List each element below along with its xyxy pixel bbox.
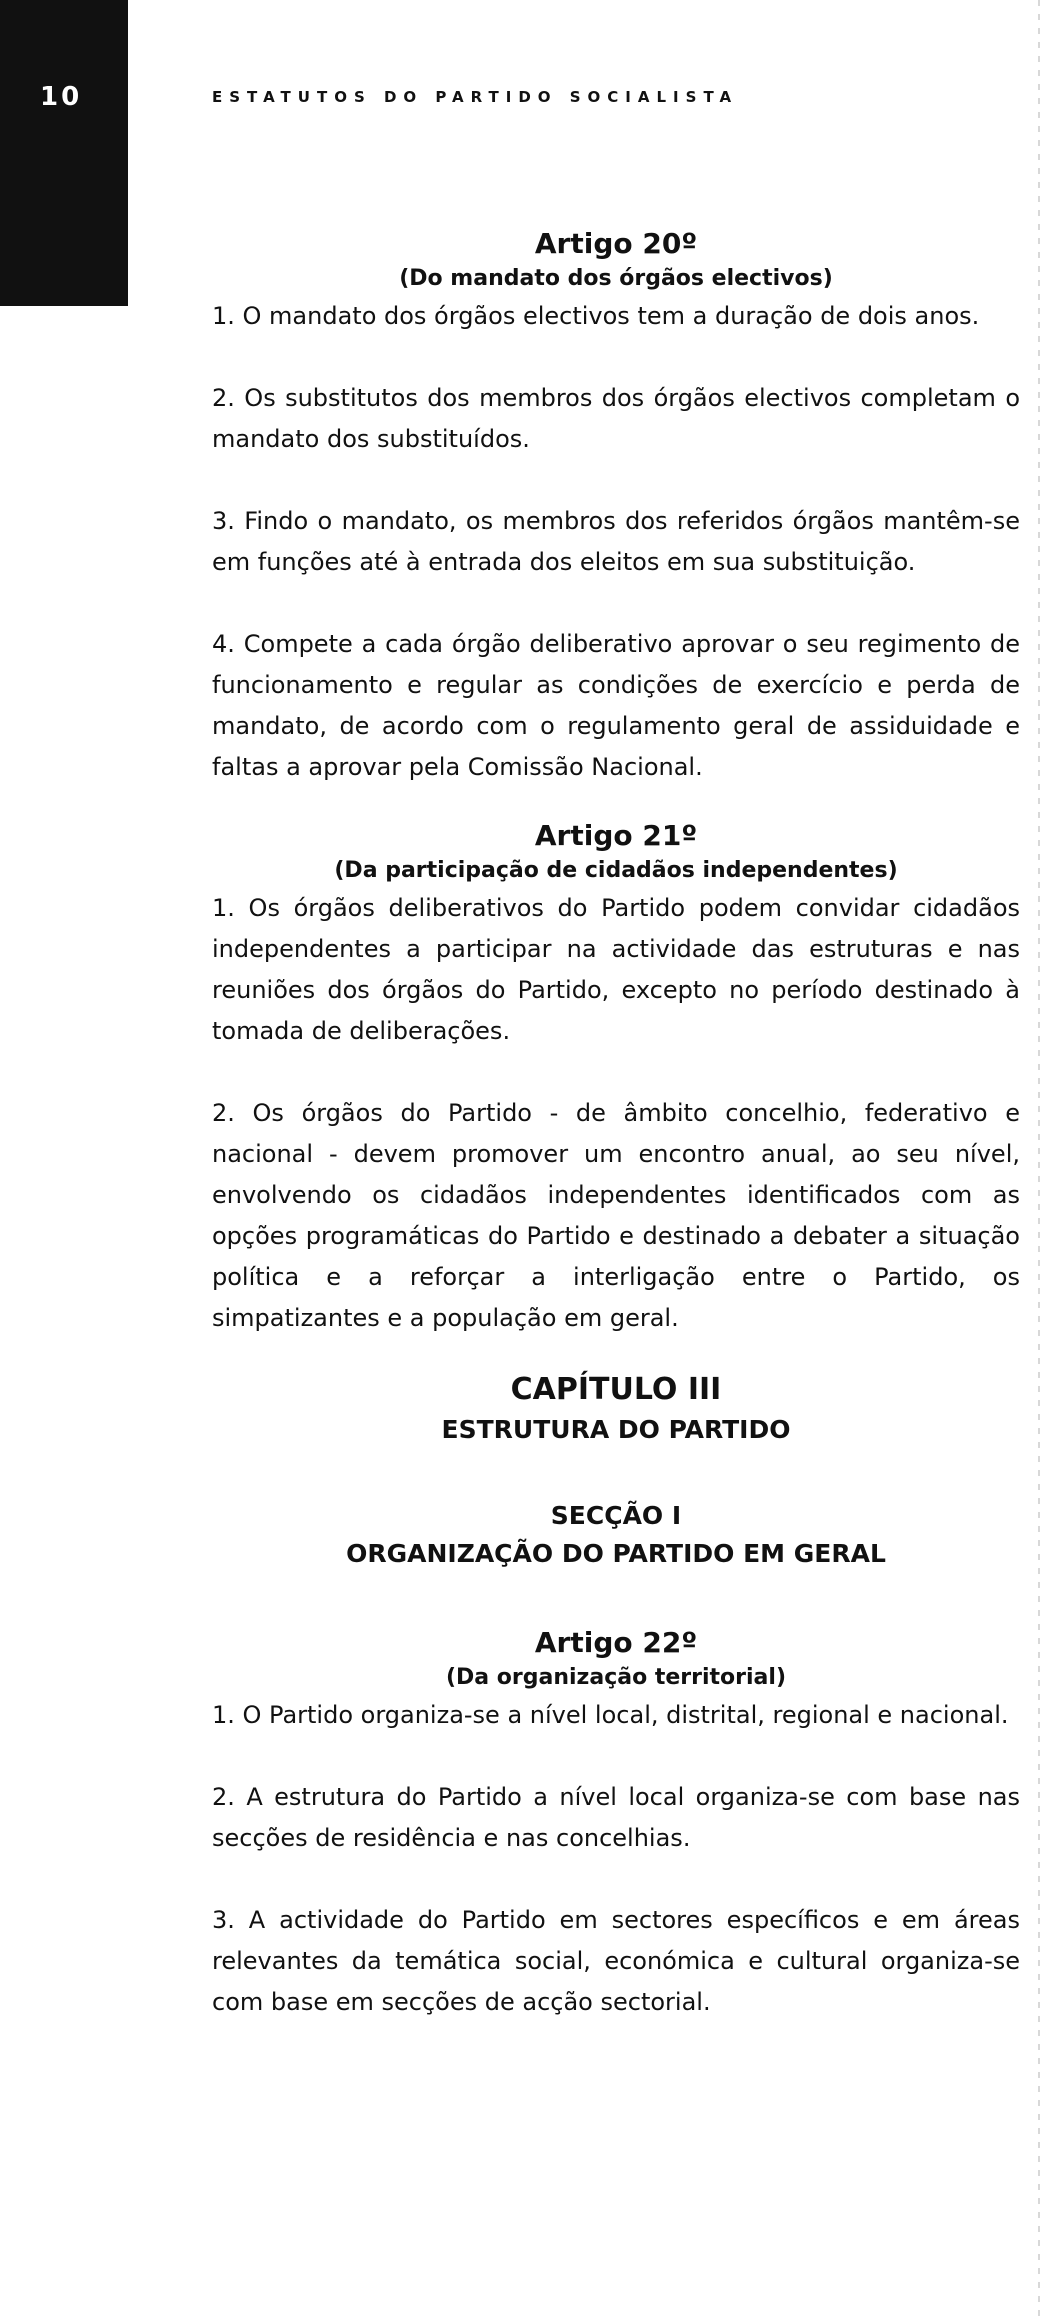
section-subtitle: ORGANIZAÇÃO DO PARTIDO EM GERAL — [346, 1539, 886, 1568]
article-subtitle: (Da participação de cidadãos independentes) — [334, 858, 898, 883]
chapter-heading — [212, 1369, 1020, 1449]
paragraph: 3. Findo o mandato, os membros dos referidos órgãos mantêm-se em funções até à entrada dos eleitos em sua substituição. — [212, 507, 1020, 576]
paragraph: 2. A estrutura do Partido a nível local organiza-se com base nas secções de residência e nas concelhias. — [212, 1783, 1020, 1852]
section-title: SECÇÃO I — [550, 1501, 682, 1530]
running-header: ESTATUTOS DO PARTIDO SOCIALISTA — [212, 88, 739, 106]
paragraph: 2. Os substitutos dos membros dos órgãos electivos completam o mandato dos substituídos. — [212, 384, 1020, 453]
article-title: Artigo 20º — [534, 227, 698, 260]
paragraph: 3. A actividade do Partido em sectores específicos e em áreas relevantes da temática social, económica e cultural organiza-se com base em secções de acção sectorial. — [212, 1906, 1020, 2016]
paragraph: 2. Os órgãos do Partido - de âmbito concelhio, federativo e nacional - devem promover um encontro anual, ao seu nível, envolvendo os cidadãos independentes identificados com as opções programáticas do Partido e destinado a debater a situação política e a reforçar a interligação entre o Partido, os simpatizantes e a população em geral. — [212, 1099, 1020, 1332]
page-number: 10 — [40, 82, 83, 112]
chapter-title: CAPÍTULO III — [510, 1372, 722, 1407]
section-heading — [212, 1497, 1020, 1573]
article-title: Artigo 21º — [534, 819, 698, 852]
paragraph: 1. O mandato dos órgãos electivos tem a duração de dois anos. — [212, 302, 980, 330]
chapter-subtitle: ESTRUTURA DO PARTIDO — [441, 1415, 791, 1444]
article-22 — [212, 1625, 1020, 2023]
article-subtitle: (Da organização territorial) — [445, 1665, 787, 1690]
paragraph: 4. Compete a cada órgão deliberativo aprovar o seu regimento de funcionamento e regular as condições de exercício e perda de mandato, de acordo com o regulamento geral de assiduidade e faltas a aprovar pela Comissão Nacional. — [212, 630, 1020, 781]
article-subtitle: (Do mandato dos órgãos electivos) — [399, 266, 833, 291]
page-number-tab — [0, 0, 128, 306]
document-body — [212, 226, 1020, 2053]
article-21 — [212, 818, 1020, 1339]
paragraph: 1. Os órgãos deliberativos do Partido podem convidar cidadãos independentes a participar na actividade das estruturas e nas reuniões dos órgãos do Partido, excepto no período destinado à tomada de deliberações. — [212, 894, 1020, 1045]
paragraph: 1. O Partido organiza-se a nível local, distrital, regional e nacional. — [212, 1701, 1009, 1729]
article-20 — [212, 226, 1020, 788]
article-title: Artigo 22º — [534, 1626, 698, 1659]
